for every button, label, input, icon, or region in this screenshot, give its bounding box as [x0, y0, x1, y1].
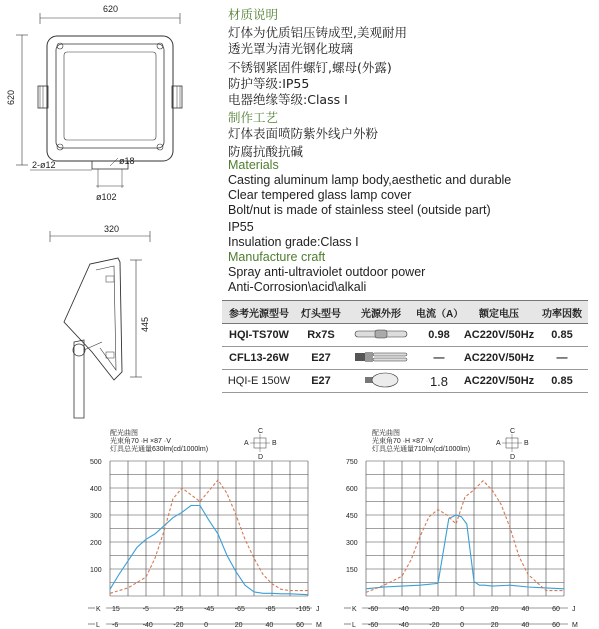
lamp-table-wrap	[222, 300, 588, 393]
orientation-letter: D	[258, 454, 264, 461]
material-cn-heading: 材质说明	[228, 7, 279, 22]
ellipsoid-bulb-icon	[346, 370, 416, 393]
l-tick-label: 20	[490, 622, 499, 629]
orientation-letter: A	[496, 440, 501, 447]
l-tick-label: 40	[265, 622, 274, 629]
l-tick-label: -6	[112, 622, 119, 629]
y-tick-label: 450	[346, 513, 358, 520]
craft-en-heading: Manufacture craft	[228, 250, 326, 264]
center-hole-label: ø18	[119, 156, 135, 166]
row-pf: —	[556, 352, 568, 364]
craft-en-line: Anti-Corrosion\acid\alkali	[228, 280, 367, 294]
table-row	[222, 370, 588, 393]
bolt-hole-label: 2-ø12	[32, 160, 56, 170]
material-en-line: Bolt/nut is made of stainless steel (outside part)	[228, 203, 491, 217]
l-tick-label: 60	[552, 622, 560, 629]
chart-title: 配光曲图	[110, 430, 138, 437]
light-distribution-chart-2	[344, 428, 578, 629]
front-width-label: 620	[103, 4, 119, 14]
series-line-dashed	[366, 481, 564, 593]
row-current: 0.98	[428, 329, 450, 341]
material-en-line: Clear tempered glass lamp cover	[228, 188, 412, 202]
craft-en-line: Spray anti-ultraviolet outdoor power	[228, 265, 426, 279]
y-tick-label: 400	[90, 486, 102, 493]
series-line-dashed	[110, 480, 308, 593]
k-axis-label: K	[96, 606, 101, 613]
row-voltage: AC220V/50Hz	[463, 352, 535, 364]
l-tick-label: 40	[521, 622, 530, 629]
k-tick-label: -40	[398, 606, 409, 613]
row-model: CFL13-26W	[229, 352, 289, 364]
row-voltage: AC220V/50Hz	[463, 329, 535, 341]
k-tick-label: -60	[368, 606, 379, 613]
header-voltage: 额定电压	[479, 308, 519, 320]
l-axis-label: L	[96, 622, 100, 629]
orientation-letter: B	[272, 440, 277, 447]
material-en-line: Casting aluminum lamp body,aesthetic and durable	[228, 173, 512, 187]
row-base: Rx7S	[307, 329, 335, 341]
front-height-label: 620	[6, 89, 16, 105]
material-en-line: Insulation grade:Class I	[228, 235, 359, 249]
row-current: 1.8	[429, 373, 449, 389]
chart-grid	[110, 461, 308, 596]
l-tick-label: -40	[398, 622, 409, 629]
row-current: —	[433, 352, 445, 364]
header-shape: 光源外形	[361, 308, 401, 320]
l-axis-unit: M	[316, 622, 322, 629]
chart-subtitle: 灯具总光通量710lm(cd/1000lm)	[372, 446, 471, 453]
chart-subtitle: 光束角70 ·H ×87 ·V	[110, 438, 171, 445]
l-axis-label: L	[352, 622, 356, 629]
l-tick-label: -40	[142, 622, 153, 629]
row-pf: 0.85	[551, 375, 573, 387]
orientation-diagram	[244, 428, 277, 461]
l-tick-label: 20	[234, 622, 243, 629]
k-tick-label: 60	[552, 606, 560, 613]
material-cn-line: 不锈钢紧固件螺钉,螺母(外露)	[228, 60, 392, 75]
k-tick-label: -85	[265, 606, 276, 613]
k-tick-label: 20	[490, 606, 499, 613]
orientation-letter: C	[258, 428, 264, 435]
chart-grid	[366, 461, 564, 596]
chart-title: 配光曲图	[372, 430, 400, 437]
k-tick-label: -5	[142, 606, 149, 613]
side-height-label: 445	[140, 316, 150, 332]
header-pf: 功率因数	[542, 308, 582, 320]
craft-cn-line: 灯体表面喷防紫外线户外粉	[228, 126, 379, 141]
k-tick-label: -25	[173, 606, 184, 613]
row-base: E27	[311, 375, 331, 387]
l-tick-label: 60	[296, 622, 304, 629]
k-tick-label: 0	[460, 606, 464, 613]
header-base: 灯头型号	[301, 308, 341, 320]
chart-subtitle: 光束角70 ·H ×87 ·V	[372, 438, 433, 445]
front-view-drawing	[0, 0, 200, 215]
lamp-table	[222, 300, 588, 393]
orientation-letter: C	[510, 428, 516, 435]
y-tick-label: 300	[346, 540, 358, 547]
cfl-tube-icon	[346, 347, 416, 370]
material-cn-section	[228, 8, 588, 160]
row-voltage: AC220V/50Hz	[463, 375, 535, 387]
l-tick-label: -20	[173, 622, 184, 629]
orientation-letter: A	[244, 440, 249, 447]
k-tick-label: -45	[204, 606, 215, 613]
k-tick-label: -105	[296, 606, 311, 613]
y-tick-label: 750	[346, 459, 358, 466]
l-tick-label: -60	[368, 622, 379, 629]
y-tick-label: 200	[90, 540, 102, 547]
craft-cn-line: 防腐抗酸抗碱	[228, 144, 304, 159]
material-cn-line: 透光罩为清光钢化玻璃	[228, 40, 354, 56]
l-axis-unit: M	[572, 622, 578, 629]
orientation-letter: B	[524, 440, 529, 447]
material-en-heading: Materials	[228, 158, 279, 172]
chart-subtitle: 灯具总光通量630lm(cd/1000lm)	[110, 446, 209, 453]
l-tick-label: -20	[429, 622, 440, 629]
table-row	[222, 324, 588, 347]
series-line-solid	[366, 515, 564, 589]
k-axis-label: K	[352, 606, 357, 613]
material-cn-line: 灯体为优质铝压铸成型,美观耐用	[228, 25, 407, 40]
side-width-label: 320	[104, 224, 120, 234]
double-ended-tube-icon	[346, 324, 416, 347]
k-tick-label: 15	[112, 606, 120, 613]
k-tick-label: -65	[234, 606, 245, 613]
row-model: HQI-E 150W	[227, 375, 291, 387]
y-tick-label: 150	[346, 567, 358, 574]
header-current: 电流（A）	[416, 308, 464, 320]
y-tick-label: 100	[90, 567, 102, 574]
lamp-table-header	[222, 301, 588, 324]
y-tick-label: 500	[90, 459, 102, 466]
l-tick-label: 0	[204, 622, 208, 629]
k-tick-label: 40	[521, 606, 530, 613]
k-axis-unit: J	[316, 606, 320, 613]
header-model: 参考光源型号	[229, 308, 289, 320]
side-view-drawing-lines	[30, 222, 210, 422]
k-axis-unit: J	[572, 606, 576, 613]
material-en-line: IP55	[228, 220, 254, 234]
row-pf: 0.85	[551, 329, 573, 341]
material-cn-line: 电器绝缘等级:Class Ⅰ	[228, 92, 348, 107]
light-distribution-chart-1	[88, 428, 322, 629]
y-tick-label: 600	[346, 486, 358, 493]
table-row	[222, 347, 588, 370]
row-base: E27	[311, 352, 331, 364]
row-model: HQI-TS70W	[229, 329, 289, 341]
material-en-section	[228, 158, 593, 295]
orientation-letter: D	[510, 454, 516, 461]
l-tick-label: 0	[460, 622, 464, 629]
y-tick-label: 300	[90, 513, 102, 520]
material-cn-line: 防护等级:IP55	[228, 76, 310, 91]
base-width-label: ø102	[96, 192, 117, 202]
craft-cn-heading: 制作工艺	[228, 110, 279, 125]
orientation-diagram	[496, 428, 529, 461]
charts-area	[0, 426, 599, 629]
k-tick-label: -20	[429, 606, 440, 613]
